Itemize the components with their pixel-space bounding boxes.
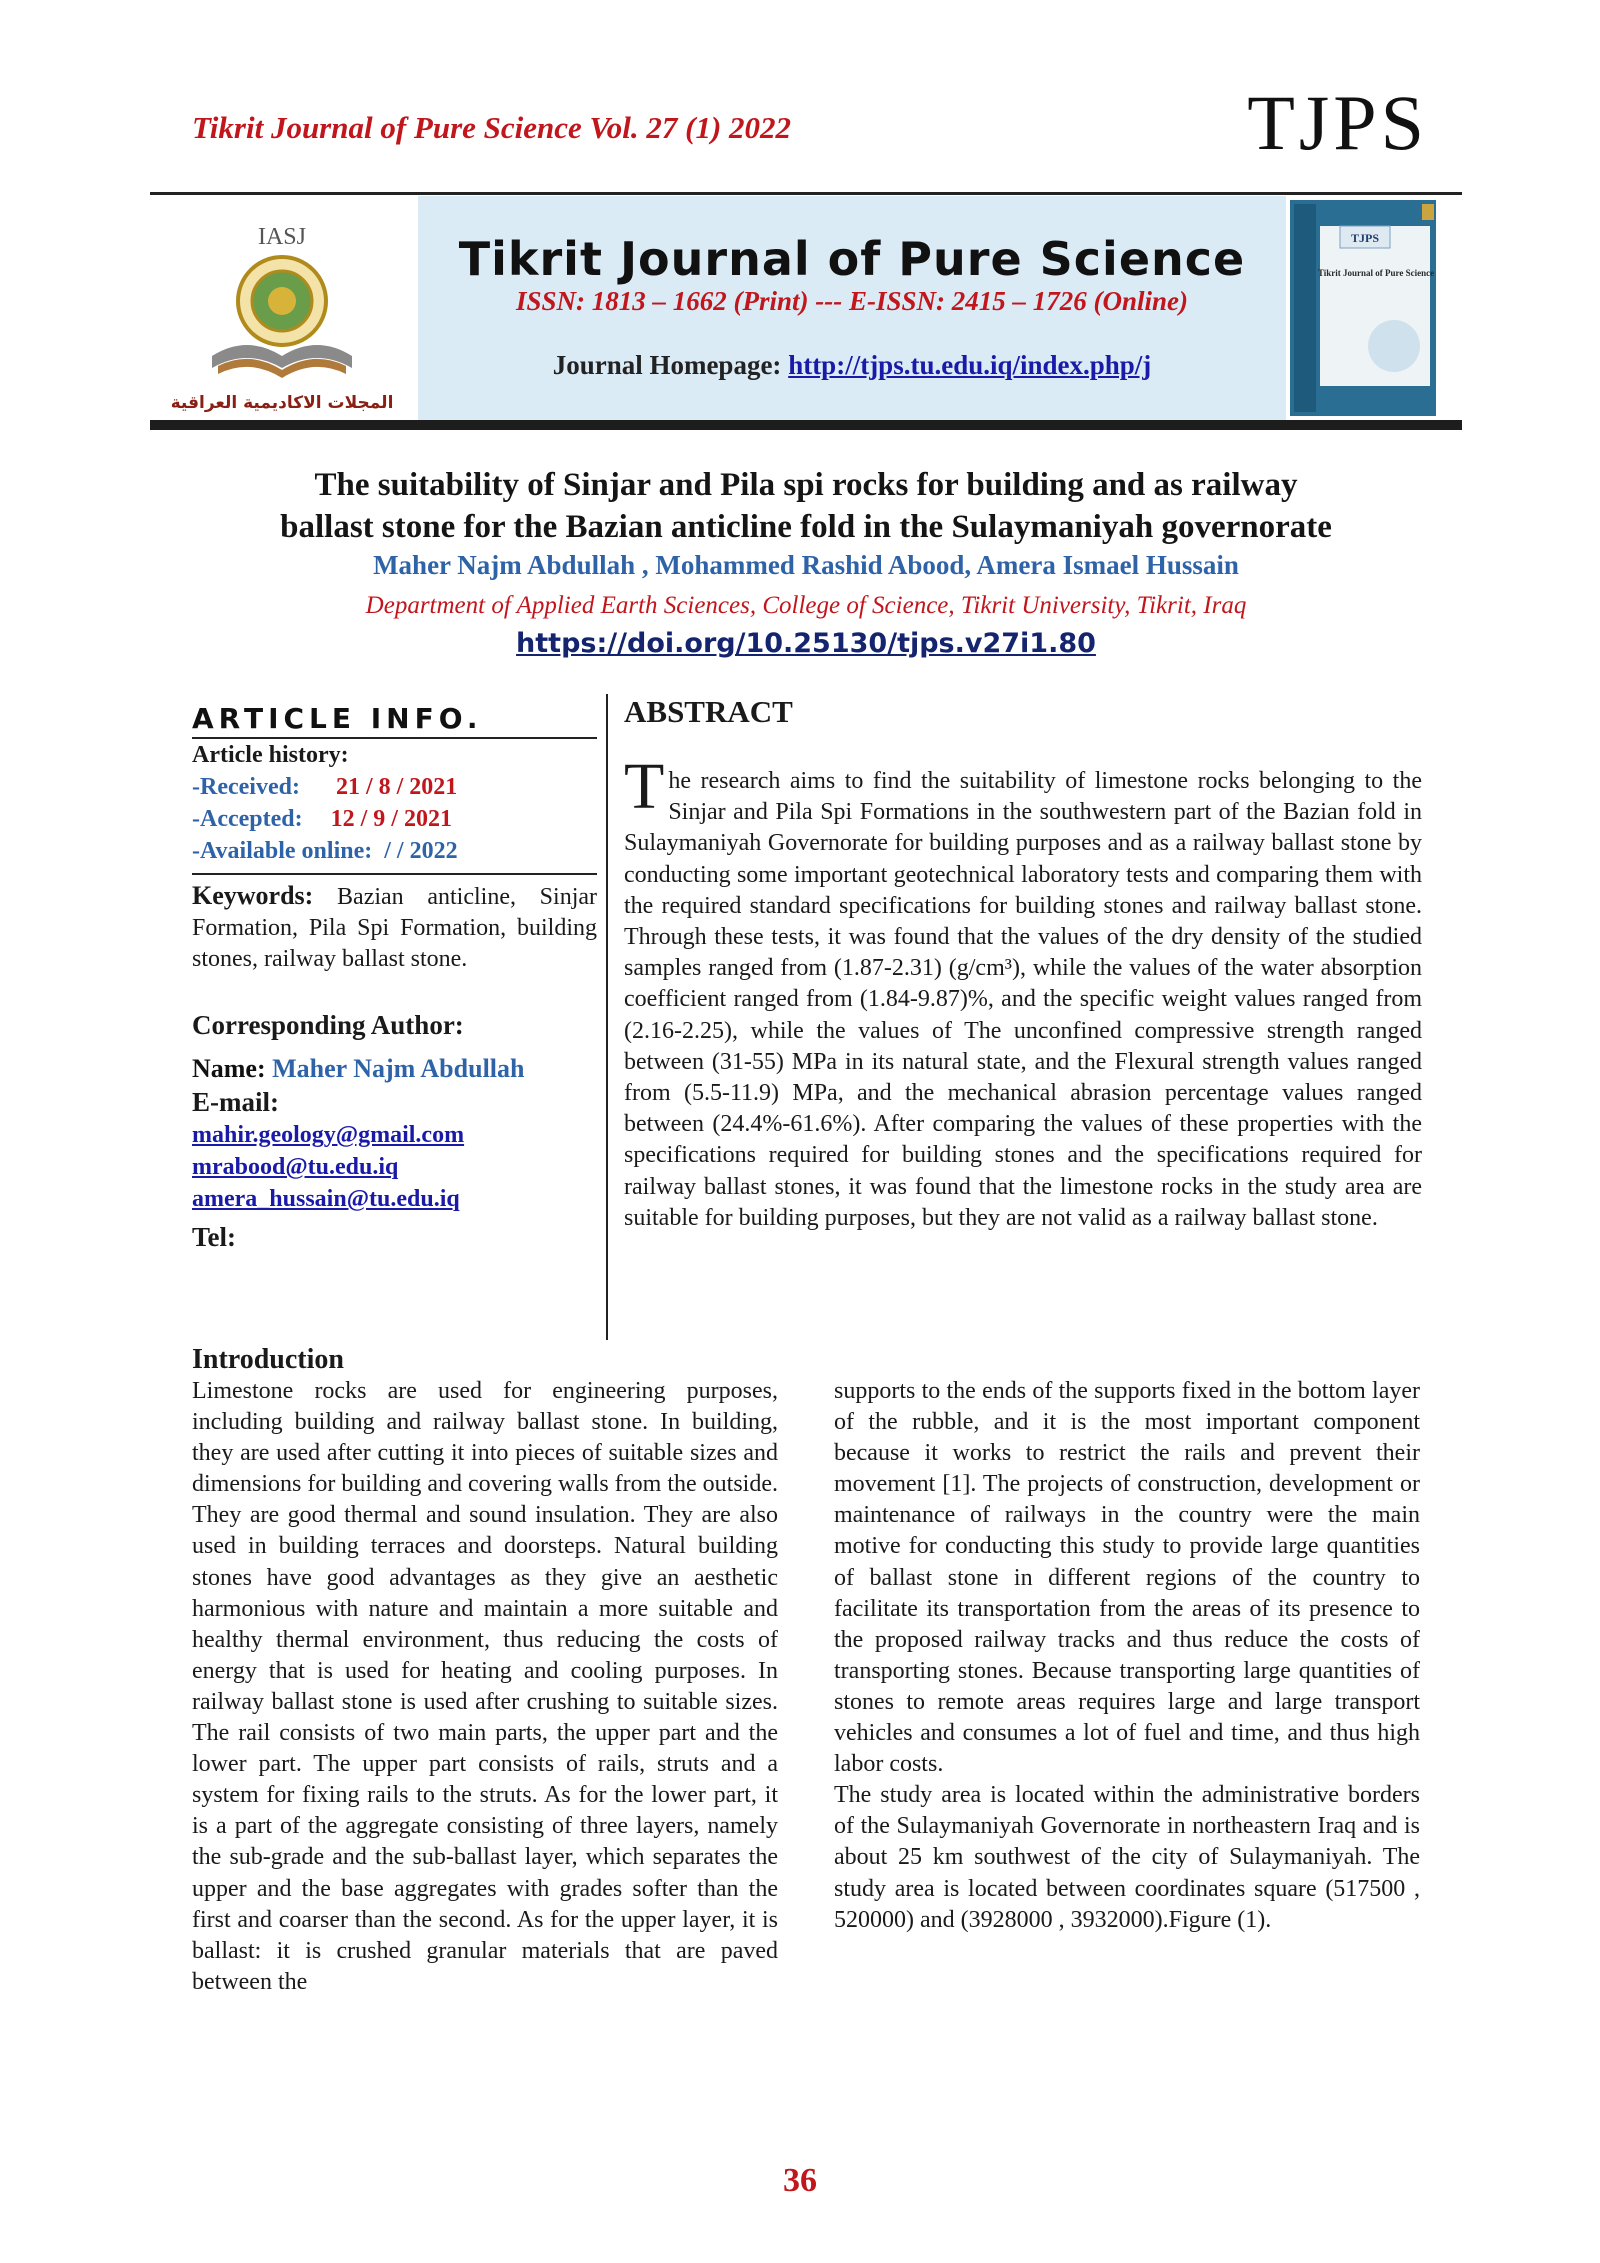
introduction-right-column bbox=[834, 1376, 1420, 1936]
name-value: Maher Najm Abdullah bbox=[272, 1054, 525, 1083]
keywords-label: Keywords: bbox=[192, 881, 314, 910]
homepage-link[interactable]: http://tjps.tu.edu.iq/index.php/j bbox=[788, 350, 1152, 380]
journal-cover-image bbox=[1282, 196, 1444, 420]
introduction-heading: Introduction bbox=[192, 1344, 344, 1375]
received-date: 21 / 8 / 2021 bbox=[335, 774, 458, 800]
journal-homepage bbox=[418, 350, 1286, 381]
doi-link[interactable]: https://doi.org/10.25130/tjps.v27i1.80 bbox=[516, 628, 1096, 659]
page-number: 36 bbox=[783, 2162, 817, 2199]
author-affiliation: Department of Applied Earth Sciences, College of Science, Tikrit University, Tikrit, Iraq bbox=[365, 592, 1247, 619]
email-link-1[interactable]: mahir.geology@gmail.com bbox=[192, 1122, 465, 1148]
name-label: Name: bbox=[192, 1054, 266, 1083]
article-history-label: Article history: bbox=[192, 742, 349, 768]
homepage-label: Journal Homepage: bbox=[552, 350, 782, 380]
paper-title bbox=[150, 464, 1462, 548]
introduction-paragraph-1: Limestone rocks are used for engineering purposes, including building and railway ballast stone. In building, they are used after cutting it into pieces of suitable sizes and dimensions for building and covering walls from the outside. They are good thermal and sound insulation. They are also used in building terraces and doorsteps. Natural building stones have good advantages as they give an aesthetic harmonious with nature and maintain a more suitable and healthy thermal environment, thus reducing the costs of energy that is used for heating and cooling purposes. In railway ballast stone is used after crushing to suitable sizes. The rail consists of two main parts, the upper part and the lower part. The upper part consists of rails, struts and a system for fixing rails to the struts. As for the lower part, it is a part of the aggregate consisting of three layers, namely the sub-grade and the sub-ballast layer, which separates the upper and the base aggregates with grades softer than the first and coarser than the second. As for the upper layer, it is ballast: it is crushed granular materials that are paved between the bbox=[192, 1378, 778, 1995]
tel-label: Tel: bbox=[192, 1222, 237, 1252]
article-info-rule-middle bbox=[192, 873, 597, 875]
received-row bbox=[192, 774, 597, 801]
email-link-2[interactable]: mrabood@tu.edu.iq bbox=[192, 1154, 399, 1180]
abstract-body bbox=[624, 750, 1422, 1234]
iasj-logo-text: IASJ bbox=[257, 224, 307, 250]
header-rule-bottom bbox=[150, 420, 1462, 430]
email-1[interactable] bbox=[192, 1122, 597, 1149]
abstract-text: he research aims to find the suitability of limestone rocks belonging to the Sinjar and Pila Spi Formations in the southwestern part of the Bazian fold in Sulaymaniyah Governorate for building purposes and as a railway ballast stone by conducting some important geotechnical laboratory tests and comparing them with the required standard specifications for building stones and railway ballast stone. Through these tests, it was found that the values of the dry density of the studied samples ranged from (1.87-2.31) (g/cm³), while the values of the water absorption coefficient ranged from (1.84-9.87)%, and the specific weight values ranged from (2.16-2.25), while the values of The unconfined compressive strength ranged between (31-55) MPa in its natural state, and the Flexural strength values ranged from (5.5-11.9) MPa, and the mechanical abrasion percentage values ranged between (24.4%-61.6%). After comparing the values of these properties with the specifications required for building stones and the specifications required for railway ballast stones, it was found that the limestone rocks in the study area are suitable for building purposes, but they are not valid as a railway ballast stone. bbox=[624, 768, 1422, 1231]
header-rule-top bbox=[150, 192, 1462, 195]
paper-doi bbox=[150, 628, 1462, 659]
abstract-dropcap: T bbox=[624, 750, 665, 823]
introduction-left-column bbox=[192, 1376, 778, 1998]
available-row bbox=[192, 838, 597, 865]
email-2[interactable] bbox=[192, 1154, 597, 1181]
email-label: E-mail: bbox=[192, 1087, 279, 1117]
cover-abbrev: TJPS bbox=[1350, 231, 1380, 245]
abstract-heading: ABSTRACT bbox=[624, 694, 793, 729]
column-divider bbox=[606, 694, 608, 1340]
iasj-logo bbox=[172, 216, 412, 416]
available-label: -Available online: bbox=[192, 838, 373, 864]
journal-abbrev: TJPS bbox=[1247, 79, 1428, 166]
running-title: Tikrit Journal of Pure Science Vol. 27 (1) 2022 bbox=[192, 110, 792, 145]
journal-issn: ISSN: 1813 – 1662 (Print) --- E-ISSN: 2415 – 1726 (Online) bbox=[515, 286, 1189, 316]
journal-title: Tikrit Journal of Pure Science bbox=[458, 232, 1246, 286]
available-date: / / 2022 bbox=[384, 838, 458, 864]
paper-title-line-1: The suitability of Sinjar and Pila spi rocks for building and as railway bbox=[314, 467, 1298, 503]
keywords-text: Bazian anticline, Sinjar Formation, Pila Spi Formation, building stones, railway ballast stone. bbox=[192, 884, 598, 972]
keywords-block bbox=[192, 880, 597, 975]
email-3[interactable] bbox=[192, 1186, 597, 1213]
received-label: -Received: bbox=[192, 774, 300, 800]
paper-title-line-2: ballast stone for the Bazian anticline fold in the Sulaymaniyah governorate bbox=[280, 509, 1332, 545]
iasj-logo-arabic: المجلات الاكاديمية العراقية bbox=[172, 393, 394, 413]
article-info-heading: ARTICLE INFO. bbox=[192, 702, 483, 735]
cover-title: Tikrit Journal of Pure Science bbox=[1317, 268, 1435, 278]
introduction-paragraph-2: supports to the ends of the supports fixed in the bottom layer of the rubble, and it is the most important component because it works to restrict the rails and prevent their movement [1]. The projects of construction, development or maintenance of railways in the country were the main motive for conducting this study to provide large quantities of ballast stone in different regions of the country to facilitate its transportation from the areas of its presence to the proposed railway tracks and thus reduce the costs of transporting stones. Because transporting large quantities of stones to remote areas requires large and large transport vehicles and consumes a lot of fuel and time, and thus high labor costs. bbox=[834, 1378, 1420, 1778]
email-link-3[interactable]: amera_hussain@tu.edu.iq bbox=[192, 1186, 460, 1212]
corresponding-author-label: Corresponding Author: bbox=[192, 1010, 464, 1040]
paper-authors: Maher Najm Abdullah , Mohammed Rashid Abood, Amera Ismael Hussain bbox=[373, 550, 1239, 580]
accepted-label: -Accepted: bbox=[192, 806, 303, 832]
introduction-paragraph-3: The study area is located within the administrative borders of the Sulaymaniyah Governorate in northeastern Iraq and is about 25 km southwest of the city of Sulaymaniyah. The study area is located between coordinates square (517500 , 520000) and (3928000 , 3932000).Figure (1). bbox=[834, 1782, 1420, 1933]
accepted-row bbox=[192, 806, 597, 833]
article-info-rule-top bbox=[192, 737, 597, 739]
corresponding-author-name bbox=[192, 1054, 597, 1084]
accepted-date: 12 / 9 / 2021 bbox=[330, 806, 452, 832]
